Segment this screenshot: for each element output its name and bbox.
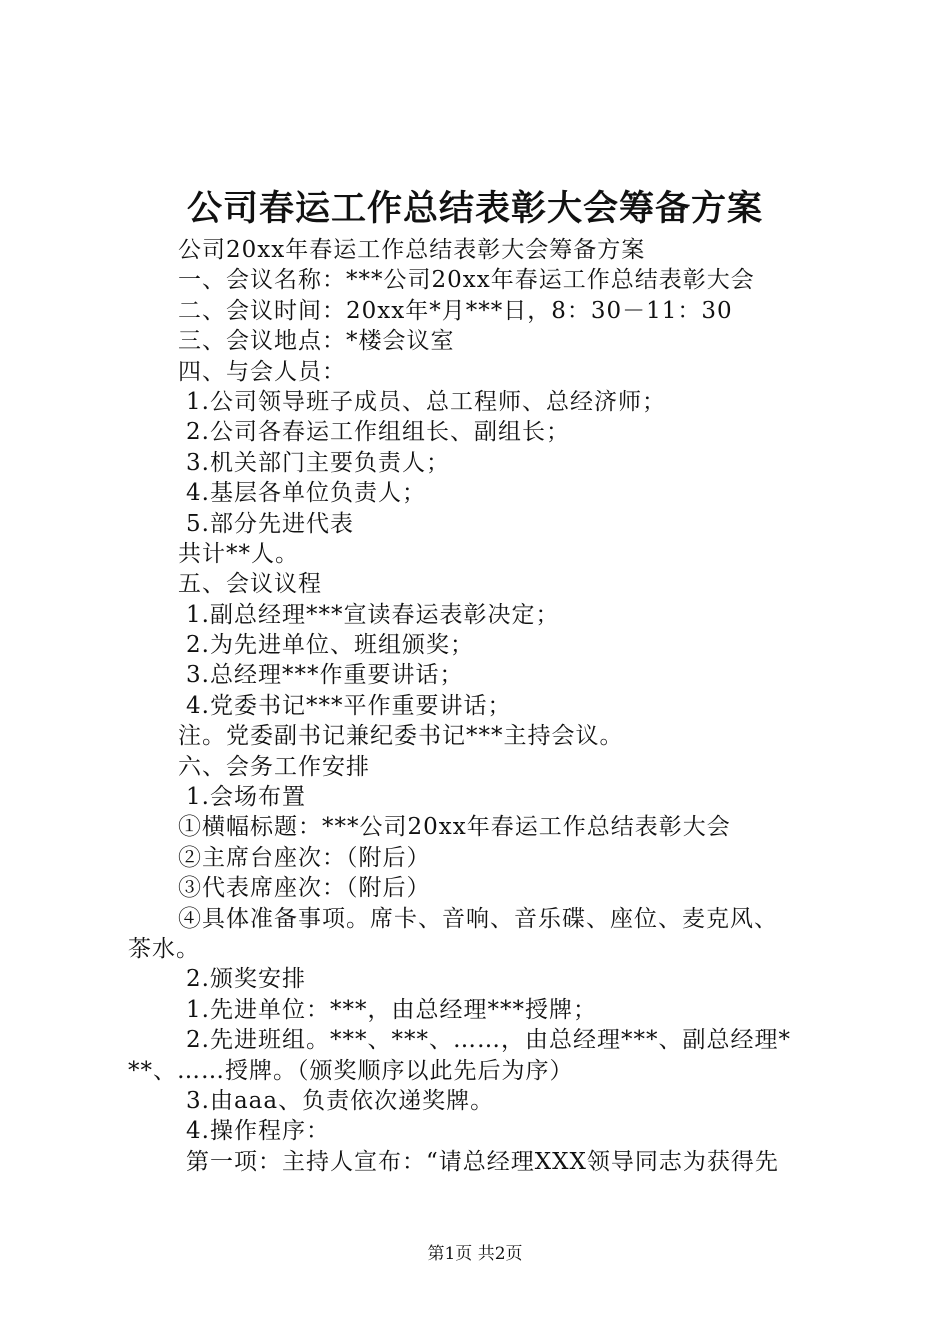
body-line: 共计**人。: [178, 540, 299, 567]
body-line: 4.基层各单位负责人；: [186, 480, 426, 507]
body-line: 1.会场布置: [186, 784, 306, 811]
body-line: 5.部分先进代表: [186, 510, 354, 537]
body-line: 五、会议议程: [178, 571, 322, 598]
body-line: 注。党委副书记兼纪委书记***主持会议。: [178, 723, 624, 750]
body-line: 四、与会人员：: [178, 358, 346, 385]
body-line: 茶水。: [128, 935, 200, 962]
body-line: 1.先进单位：***，由总经理***授牌；: [186, 996, 597, 1023]
page-footer: 第1页 共2页: [427, 1244, 523, 1264]
body-line: 3.总经理***作重要讲话；: [186, 662, 464, 689]
body-line: 4.党委书记***平作重要讲话；: [186, 692, 512, 719]
body-line: 2.先进班组。***、***、……，由总经理***、副总经理*: [186, 1027, 791, 1054]
body-line: 1.副总经理***宣读春运表彰决定；: [186, 601, 560, 628]
body-line: 4.操作程序：: [186, 1118, 330, 1145]
body-line: **、……授牌。（颁奖顺序以此先后为序）: [128, 1057, 574, 1084]
body-line: ①横幅标题：***公司20xx年春运工作总结表彰大会: [178, 814, 731, 841]
body-line: 3.由aaa、负责依次递奖牌。: [186, 1087, 495, 1114]
body-line: 三、会议地点：*楼会议室: [178, 328, 455, 355]
body-line: ③代表席座次：（附后）: [178, 875, 431, 902]
body-line: 第一项：主持人宣布：“请总经理XXX领导同志为获得先: [186, 1148, 779, 1175]
body-line: 3.机关部门主要负责人；: [186, 449, 450, 476]
body-line: ②主席台座次：（附后）: [178, 844, 431, 871]
document-body: [128, 235, 848, 1177]
body-line: 2.为先进单位、班组颁奖；: [186, 632, 474, 659]
body-line: 2.公司各春运工作组组长、副组长；: [186, 419, 570, 446]
body-line: 公司20xx年春运工作总结表彰大会筹备方案: [178, 237, 646, 263]
body-line: 六、会务工作安排: [178, 753, 370, 780]
body-line: 二、会议时间：20xx年*月***日，8：30－11：30: [178, 297, 733, 324]
body-line: 一、会议名称：***公司20xx年春运工作总结表彰大会: [178, 267, 755, 294]
body-line: ④具体准备事项。席卡、音响、音乐碟、座位、麦克风、: [178, 905, 778, 932]
body-line: 1.公司领导班子成员、总工程师、总经济师；: [186, 388, 666, 415]
document-title: 公司春运工作总结表彰大会筹备方案: [186, 188, 763, 229]
body-line: 2.颁奖安排: [186, 966, 306, 993]
